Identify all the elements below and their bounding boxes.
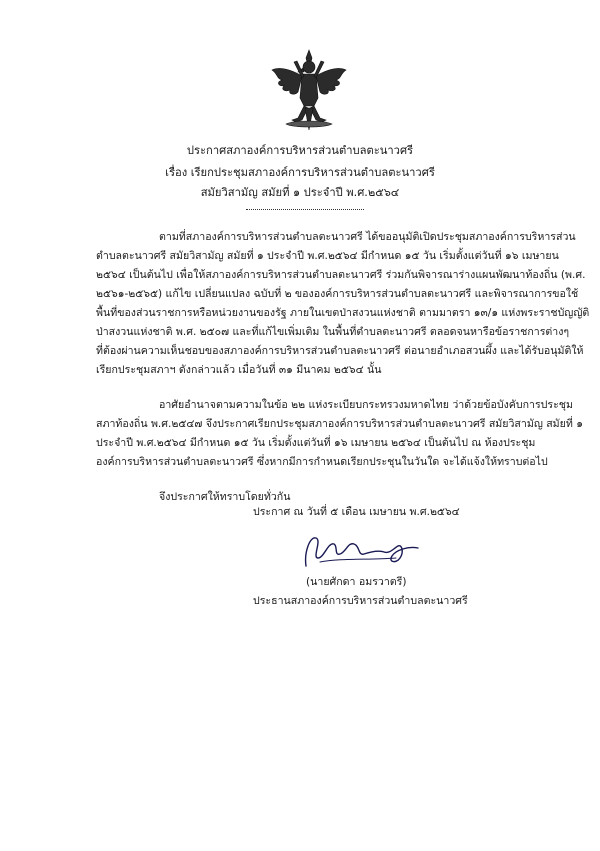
paragraph-line: เรียกประชุมสภาฯ ดังกล่าวแล้ว เมื่อวันที่ ๓๑ มีนาคม ๒๕๖๔ นั้น — [96, 364, 382, 376]
paragraph-line: ๒๕๖๔ เป็นต้นไป เพื่อให้สภาองค์การบริหารส่วนตำบลตะนาวศรี ร่วมกันพิจารณาร่างแผนพัฒนาท้องถิ่น (พ.ศ. — [96, 269, 586, 281]
paragraph-line: ตำบลตะนาวศรี สมัยวิสามัญ สมัยที่ ๑ ประจำปี พ.ศ.๒๕๖๔ มีกำหนด ๑๕ วัน เริ่มตั้งแต่วันที่ ๑๖ เมษายน — [96, 250, 559, 262]
paragraph-line: อาศัยอำนาจตามความในข้อ ๒๒ แห่งระเบียบกระทรวงมหาดไทย ว่าด้วยข้อบังคับการประชุม — [159, 399, 573, 411]
paragraph-line: ประจำปี พ.ศ.๒๕๖๔ มีกำหนด ๑๕ วัน เริ่มตั้งแต่วันที่ ๑๖ เมษายน ๒๕๖๔ เป็นต้นไป ณ ห้องประชุม — [96, 437, 536, 449]
paragraph-line: สภาท้องถิ่น พ.ศ.๒๕๔๗ จึงประกาศเรียกประชุมสภาองค์การบริหารส่วนตำบลตะนาวศรี สมัยวิสามัญ สมัยที่ ๑ — [96, 418, 583, 430]
paragraph-line: พื้นที่ของส่วนราชการหรือหน่วยงานของรัฐ ภายในเขตป่าสงวนแห่งชาติ ตามมาตรา ๑๓/๑ แห่งพระราชบัญญัติ — [96, 307, 590, 319]
garuda-emblem-icon — [268, 48, 350, 132]
paragraph-line: ตามที่สภาองค์การบริหารส่วนตำบลตะนาวศรี ได้ขออนุมัติเปิดประชุมสภาองค์การบริหารส่วน — [159, 231, 576, 243]
session-line: สมัยวิสามัญ สมัยที่ ๑ ประจำปี พ.ศ.๒๕๖๔ — [200, 186, 400, 199]
paragraph-line: ป่าสงวนแห่งชาติ พ.ศ. ๒๕๐๗ และที่แก้ไขเพิ่มเติม ในพื้นที่ตำบลตะนาวศรี ตลอดจนหารือข้อราชการต่างๆ — [96, 326, 570, 338]
announce-date: ประกาศ ณ วันที่ ๕ เดือน เมษายน พ.ศ.๒๕๖๔ — [253, 506, 460, 518]
header-divider — [246, 209, 364, 210]
announcement-title: ประกาศสภาองค์การบริหารส่วนตำบลตะนาวศรี — [186, 144, 414, 157]
paragraph-line: ที่ต้องผ่านความเห็นชอบของสภาองค์การบริหารส่วนตำบลตะนาวศรี ต่อนายอำเภอสวนผึ้ง และได้รับอนุมัติให้ — [96, 345, 584, 357]
announcement-subject: เรื่อง เรียกประชุมสภาองค์การบริหารส่วนตำบลตะนาวศรี — [165, 166, 435, 179]
paragraph-line: องค์การบริหารส่วนตำบลตะนาวศรี ซึ่งหากมีการกำหนดเรียกประชุนในวันใด จะได้แจ้งให้ทราบต่อไป — [96, 456, 548, 468]
handwritten-signature — [300, 528, 440, 572]
paragraph-line: ๒๕๖๑-๒๕๖๕) แก้ไข เปลี่ยนแปลง ฉบับที่ ๒ ขององค์การบริหารส่วนตำบลตะนาวศรี และพิจารณาการขอใช้ — [96, 288, 579, 300]
signer-name: (นายศักดา อมรวาตรี) — [306, 576, 407, 588]
closing-statement: จึงประกาศให้ทราบโดยทั่วกัน — [159, 491, 291, 503]
signer-title: ประธานสภาองค์การบริหารส่วนตำบลตะนาวศรี — [253, 595, 468, 607]
